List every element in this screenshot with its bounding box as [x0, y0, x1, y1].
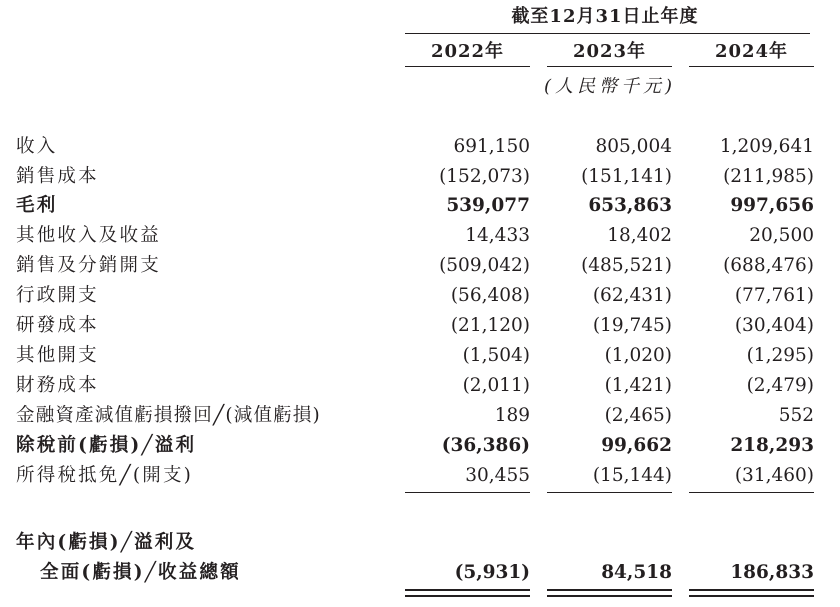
subtotal-rule-2024 [689, 492, 814, 493]
value-2022: (21,120) [450, 315, 530, 336]
value-2024: (30,404) [734, 315, 814, 336]
currency-unit: (人民幣千元) [543, 76, 677, 97]
value-2023: (62,431) [592, 285, 672, 306]
value-2022: 30,455 [465, 465, 530, 486]
row-label: 收入 [16, 136, 58, 157]
value-2022: 691,150 [453, 136, 530, 157]
value-2022: 189 [494, 405, 530, 426]
value-2022: 539,077 [446, 195, 530, 216]
value-2024: (31,460) [734, 465, 814, 486]
total-label-line2: 全面(虧損)╱收益總額 [40, 562, 241, 583]
value-2023: (485,521) [581, 255, 672, 276]
value-2023: (1,020) [604, 345, 672, 366]
value-2023: 99,662 [601, 435, 672, 456]
total-value-2022: (5,931) [454, 562, 530, 583]
value-2022: (152,073) [439, 166, 530, 187]
year-2024-header: 2024年 [714, 41, 789, 62]
value-2024: (688,476) [723, 255, 814, 276]
value-2024: 218,293 [730, 435, 814, 456]
value-2024: 1,209,641 [719, 136, 814, 157]
year-2024-rule [689, 66, 814, 67]
row-label: 銷售成本 [16, 166, 99, 187]
value-2024: (77,761) [734, 285, 814, 306]
year-2022-header: 2022年 [430, 41, 505, 62]
row-label: 財務成本 [16, 375, 99, 396]
value-2023: (1,421) [604, 375, 672, 396]
value-2022: (2,011) [462, 375, 530, 396]
row-label: 毛利 [16, 195, 58, 216]
row-label: 除稅前(虧損)╱溢利 [16, 435, 197, 456]
value-2022: 14,433 [465, 225, 530, 246]
value-2023: (15,144) [592, 465, 672, 486]
value-2023: (151,141) [581, 166, 672, 187]
total-value-2023: 84,518 [601, 562, 672, 583]
row-label: 研發成本 [16, 315, 99, 336]
value-2022: (56,408) [450, 285, 530, 306]
value-2024: (211,985) [723, 166, 814, 187]
subtotal-rule-2023 [547, 492, 672, 493]
row-label: 銷售及分銷開支 [16, 255, 161, 276]
value-2022: (36,386) [441, 435, 530, 456]
period-header: 截至12月31日止年度 [511, 6, 699, 27]
value-2023: 805,004 [595, 136, 672, 157]
row-label: 所得稅抵免╱(開支) [16, 465, 194, 486]
total-label-line1: 年內(虧損)╱溢利及 [16, 532, 197, 553]
value-2023: 653,863 [588, 195, 672, 216]
year-2022-rule [405, 66, 530, 67]
value-2023: 18,402 [607, 225, 672, 246]
year-2023-header: 2023年 [572, 41, 647, 62]
row-label: 金融資產減值虧損撥回╱(減值虧損) [16, 405, 321, 426]
value-2024: 20,500 [749, 225, 814, 246]
value-2024: (2,479) [746, 375, 814, 396]
subtotal-rule-2022 [405, 492, 530, 493]
value-2024: 997,656 [730, 195, 814, 216]
value-2024: 552 [778, 405, 814, 426]
value-2022: (1,504) [462, 345, 530, 366]
row-label: 行政開支 [16, 285, 99, 306]
period-header-rule [405, 33, 810, 34]
row-label: 其他收入及收益 [16, 225, 161, 246]
row-label: 其他開支 [16, 345, 99, 366]
total-double-rule-2024 [689, 589, 814, 597]
value-2024: (1,295) [746, 345, 814, 366]
value-2023: (2,465) [604, 405, 672, 426]
total-double-rule-2023 [547, 589, 672, 597]
value-2022: (509,042) [439, 255, 530, 276]
year-2023-rule [547, 66, 672, 67]
total-value-2024: 186,833 [730, 562, 814, 583]
value-2023: (19,745) [592, 315, 672, 336]
total-double-rule-2022 [405, 589, 530, 597]
